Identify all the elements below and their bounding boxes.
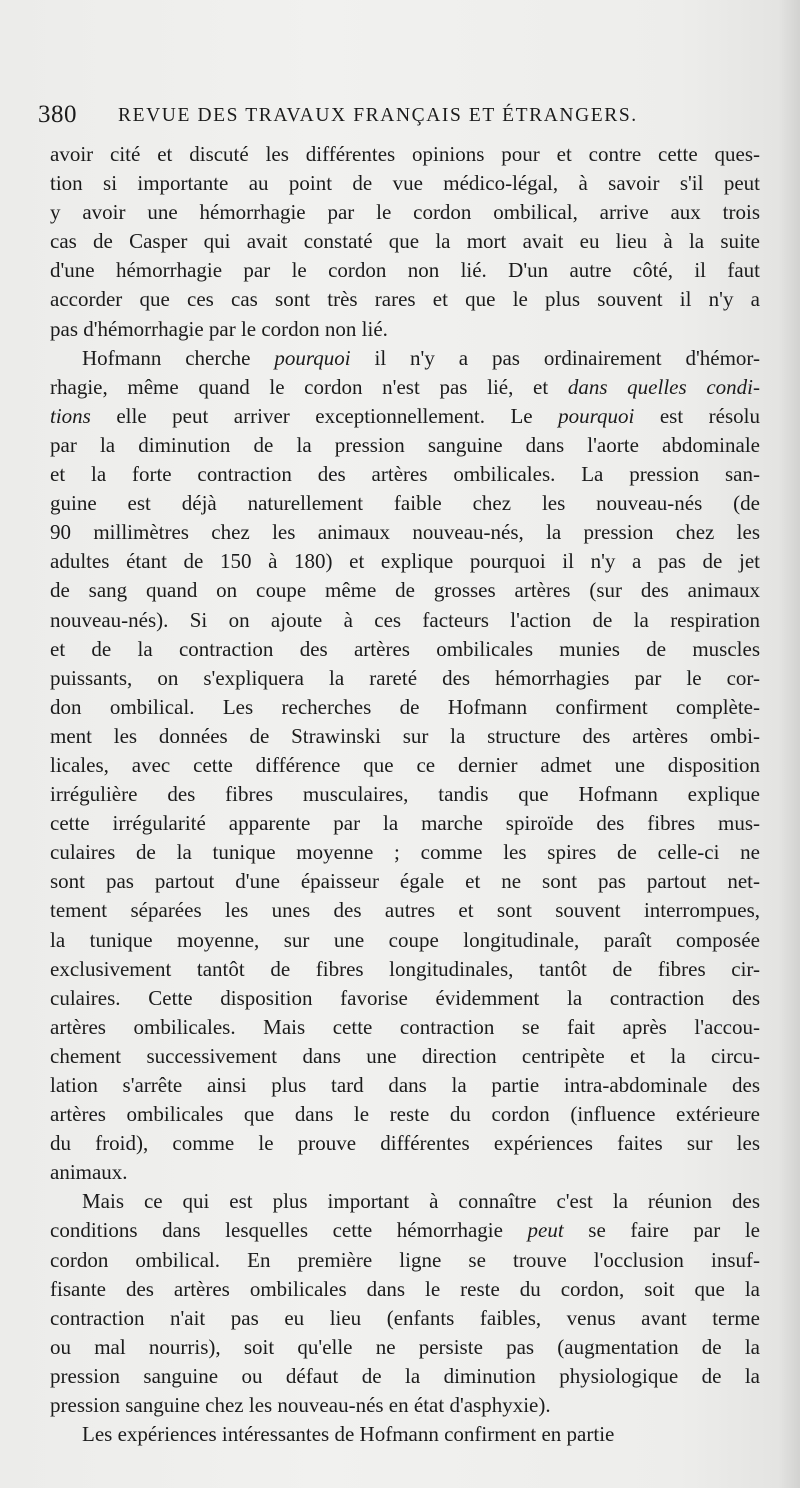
text-segment: est résolu [634,403,760,428]
page-number: 380 [38,101,77,128]
text-line [50,285,760,314]
text-line [50,373,760,402]
text-segment: Hofmann cherche [82,345,275,370]
text-segment: se faire par le [563,1218,760,1243]
text-line [50,315,760,344]
text-segment: Mais ce qui est plus important à connaître c'est la réunion des [82,1189,760,1214]
text-segment: cordon ombilical. En première ligne se trouve l'occlusion insuf- [50,1247,760,1272]
text-line [50,576,760,605]
text-line [50,926,760,955]
text-line [50,169,760,198]
text-segment: sont pas partout d'une épaisseur égale et ne sont pas partout net- [50,869,760,894]
text-line [50,1333,760,1362]
text-line [50,518,760,547]
text-line [50,1071,760,1100]
italic-text: tions [50,403,91,428]
text-segment: artères ombilicales que dans le reste du cordon (influence extérieure [50,1102,760,1127]
text-segment: rhagie, même quand le cordon n'est pas lié, et [50,374,568,399]
body-text [50,140,760,1449]
text-line [50,547,760,576]
text-segment: cas de Casper qui avait constaté que la mort avait eu lieu à la suite [50,229,760,254]
text-segment: irrégulière des fibres musculaires, tandis que Hofmann explique [50,782,760,807]
text-segment: pression sanguine chez les nouveau-nés en état d'asphyxie). [50,1393,551,1418]
text-segment: lation s'arrête ainsi plus tard dans la partie intra-abdominale des [50,1073,760,1097]
running-title: REVUE DES TRAVAUX FRANÇAIS ET ÉTRANGERS. [118,105,638,126]
text-segment: d'une hémorrhagie par le cordon non lié. D'un autre côté, il faut [50,258,760,283]
text-segment: ou mal nourris), soit qu'elle ne persiste pas (augmentation de la [50,1334,760,1359]
text-segment: nouveau-nés). Si on ajoute à ces facteurs l'action de la respiration [50,607,760,632]
text-segment: ment les données de Strawinski sur la structure des artères ombi- [50,723,760,748]
italic-text: dans quelles condi- [567,374,760,399]
text-segment: du froid), comme le prouve différentes expériences faites sur les [50,1131,760,1156]
text-segment: accorder que ces cas sont très rares et que le plus souvent il n'y a [50,287,760,312]
text-segment: chement successivement dans une direction centripète et la circu- [50,1043,760,1068]
text-segment: et de la contraction des artères ombilicales munies de muscles [50,636,760,661]
text-line [50,838,760,867]
text-line [50,606,760,635]
text-line [50,256,760,285]
text-segment: par la diminution de la pression sanguine dans l'aorte abdominale [50,432,760,457]
text-line [50,1391,760,1420]
text-segment: don ombilical. Les recherches de Hofmann confirment complète- [50,694,760,719]
text-segment: avoir cité et discuté les différentes opinions pour et contre cette ques- [50,142,760,166]
text-line [50,1362,760,1391]
text-line [50,955,760,984]
text-segment: 90 millimètres chez les animaux nouveau-nés, la pression chez les [50,520,760,545]
text-line [50,1216,760,1245]
text-segment: il n'y a pas ordinairement d'hémor- [350,345,760,370]
text-segment: licales, avec cette différence que ce dernier admet une disposition [50,752,760,777]
text-line [50,896,760,925]
text-segment: Les expériences intéressantes de Hofmann confirment en partie [82,1422,615,1447]
text-segment: pression sanguine ou défaut de la diminution physiologique de la [50,1363,760,1388]
text-segment: pas d'hémorrhagie par le cordon non lié. [50,316,388,341]
text-segment: adultes étant de 150 à 180) et explique pourquoi il n'y a pas de jet [50,549,760,574]
text-line [50,1158,760,1187]
italic-text: pourquoi [558,403,635,428]
text-line [50,635,760,664]
text-line [50,227,760,256]
text-line [50,1042,760,1071]
page-header [38,100,762,134]
text-segment: contraction n'ait pas eu lieu (enfants faibles, venus avant terme [50,1305,760,1330]
text-segment: animaux. [50,1160,128,1185]
text-segment: et la forte contraction des artères ombilicales. La pression san- [50,462,760,487]
text-segment: cette irrégularité apparente par la marche spiroïde des fibres mus- [50,811,760,836]
text-line [50,344,760,373]
text-line [50,460,760,489]
text-line [50,809,760,838]
text-segment: culaires. Cette disposition favorise évidemment la contraction des [50,985,760,1010]
italic-text: peut [527,1218,564,1243]
text-line [50,402,760,431]
page-edge-shadow [778,0,800,1488]
text-segment: exclusivement tantôt de fibres longitudinales, tantôt de fibres cir- [50,956,760,981]
text-line [50,722,760,751]
text-line [50,1100,760,1129]
text-line [50,1246,760,1275]
text-segment: de sang quand on coupe même de grosses artères (sur des animaux [50,578,760,603]
text-segment: y avoir une hémorrhagie par le cordon ombilical, arrive aux trois [50,200,760,225]
text-line [50,664,760,693]
text-segment: conditions dans lesquelles cette hémorrhagie [50,1218,528,1243]
text-line [50,1013,760,1042]
text-segment: tement séparées les unes des autres et sont souvent interrompues, [50,898,760,923]
text-line [50,693,760,722]
text-line [50,984,760,1013]
text-segment: fisante des artères ombilicales dans le reste du cordon, soit que la [50,1276,760,1301]
text-line [50,431,760,460]
text-segment: puissants, on s'expliquera la rareté des hémorrhagies par le cor- [50,665,760,690]
text-line [50,1187,760,1216]
text-line [50,867,760,896]
italic-text: pourquoi [274,345,351,370]
text-line [50,1129,760,1158]
text-line [50,751,760,780]
text-line [50,1420,760,1449]
text-line [50,489,760,518]
text-line [50,140,760,169]
text-segment: elle peut arriver exceptionnellement. Le [90,403,559,428]
text-segment: artères ombilicales. Mais cette contraction se fait après l'accou- [50,1014,760,1039]
text-segment: culaires de la tunique moyenne ; comme les spires de celle-ci ne [50,840,760,865]
text-segment: guine est déjà naturellement faible chez les nouveau-nés (de [50,491,760,516]
text-line [50,780,760,809]
text-segment: la tunique moyenne, sur une coupe longitudinale, paraît composée [50,927,760,952]
text-line [50,198,760,227]
text-line [50,1304,760,1333]
text-line [50,1275,760,1304]
text-segment: tion si importante au point de vue médico-légal, à savoir s'il peut [50,171,760,196]
